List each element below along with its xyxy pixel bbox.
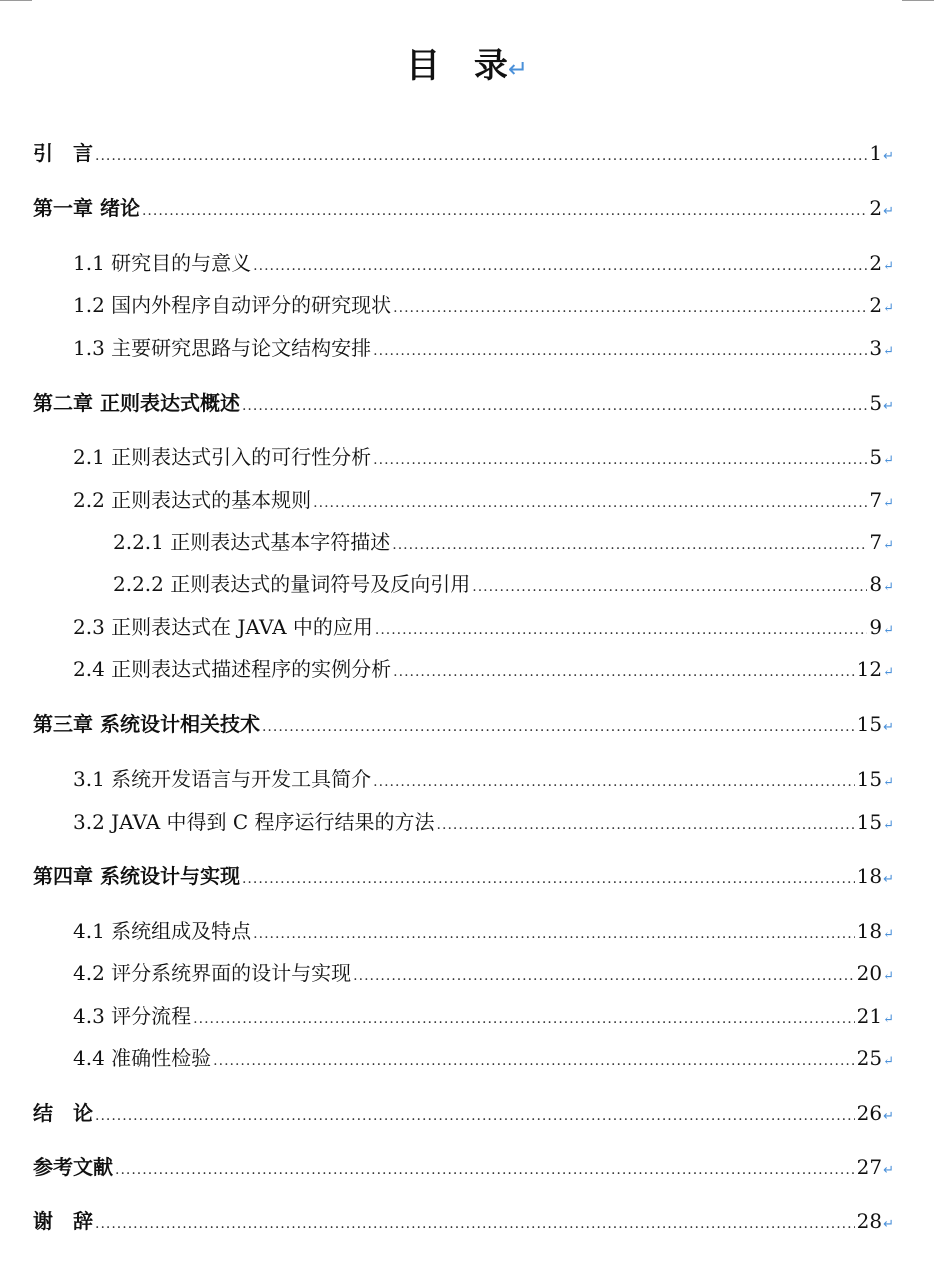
toc-entry-page: 12	[856, 657, 883, 681]
return-mark-icon: ↵	[883, 623, 894, 638]
return-mark-icon: ↵	[883, 665, 894, 680]
toc-entry-2-2[interactable]	[73, 485, 894, 515]
toc-entry-page: 15	[856, 767, 883, 791]
return-mark-icon: ↵	[883, 259, 894, 274]
toc-entry-2-4[interactable]	[73, 654, 894, 684]
return-mark-icon: ↵	[883, 1012, 894, 1027]
toc-entry-label: 3.1 系统开发语言与开发工具简介	[73, 767, 372, 791]
toc-leader-dots	[392, 530, 867, 560]
toc-entry-chapter-2[interactable]	[33, 388, 894, 418]
toc-leader-dots	[393, 293, 867, 323]
toc-entry-label: 第四章 系统设计与实现	[33, 864, 240, 888]
toc-leader-dots	[373, 445, 867, 475]
toc-leader-dots	[95, 141, 867, 171]
return-mark-icon: ↵	[883, 872, 894, 887]
toc-entry-page: 18	[856, 919, 883, 943]
toc-entry-label: 引 言	[33, 141, 93, 165]
toc-entry-1-1[interactable]	[73, 248, 894, 278]
toc-leader-dots	[193, 1004, 854, 1034]
toc-entry-label: 第二章 正则表达式概述	[33, 391, 240, 415]
toc-leader-dots	[472, 572, 867, 602]
toc-entry-page: 28	[856, 1209, 883, 1233]
return-mark-icon: ↵	[883, 453, 894, 468]
toc-entry-page: 15	[856, 810, 883, 834]
toc-entry-page: 2	[869, 251, 883, 275]
toc-entry-intro[interactable]	[33, 138, 894, 168]
toc-leader-dots	[242, 391, 867, 421]
return-mark-icon: ↵	[883, 818, 894, 833]
toc-entry-label: 3.2 JAVA 中得到 C 程序运行结果的方法	[73, 810, 435, 834]
toc-leader-dots	[213, 1046, 854, 1076]
return-mark-icon: ↵	[883, 301, 894, 316]
toc-entry-label: 4.2 评分系统界面的设计与实现	[73, 961, 352, 985]
toc-entry-page: 18	[856, 864, 883, 888]
return-mark-icon: ↵	[883, 399, 894, 414]
toc-entry-page: 21	[856, 1004, 883, 1028]
toc-leader-dots	[95, 1209, 855, 1239]
return-mark-icon: ↵	[507, 55, 529, 83]
toc-entry-page: 3	[869, 336, 883, 360]
toc-entry-label: 第三章 系统设计相关技术	[33, 712, 260, 736]
toc-leader-dots	[115, 1155, 855, 1185]
toc-entry-4-3[interactable]	[73, 1001, 894, 1031]
page-title	[0, 40, 934, 95]
toc-entry-label: 参考文献	[33, 1155, 113, 1179]
toc-leader-dots	[353, 961, 854, 991]
toc-entry-label: 2.2.1 正则表达式基本字符描述	[113, 530, 391, 554]
toc-entry-page: 26	[856, 1101, 883, 1125]
toc-entry-4-1[interactable]	[73, 916, 894, 946]
return-mark-icon: ↵	[883, 344, 894, 359]
toc-leader-dots	[313, 488, 867, 518]
toc-entry-page: 2	[869, 293, 883, 317]
toc-entry-page: 27	[856, 1155, 883, 1179]
toc-entry-label: 1.1 研究目的与意义	[73, 251, 252, 275]
toc-entry-page: 25	[856, 1046, 883, 1070]
toc-entry-label: 2.2 正则表达式的基本规则	[73, 488, 312, 512]
toc-entry-label: 第一章 绪论	[33, 196, 140, 220]
toc-entry-chapter-1[interactable]	[33, 193, 894, 223]
toc-entry-conclusion[interactable]	[33, 1098, 894, 1128]
toc-entry-label: 结 论	[33, 1101, 93, 1125]
toc-entry-references[interactable]	[33, 1152, 894, 1182]
toc-leader-dots	[95, 1101, 855, 1131]
return-mark-icon: ↵	[883, 580, 894, 595]
toc-entry-page: 7	[869, 530, 883, 554]
toc-entry-1-3[interactable]	[73, 333, 894, 363]
toc-entry-4-4[interactable]	[73, 1043, 894, 1073]
return-mark-icon: ↵	[883, 149, 894, 164]
return-mark-icon: ↵	[883, 969, 894, 984]
toc-entry-label: 4.3 评分流程	[73, 1004, 192, 1028]
toc-leader-dots	[393, 657, 854, 687]
return-mark-icon: ↵	[883, 1163, 894, 1178]
crop-mark-right	[902, 0, 934, 1]
toc-entry-3-1[interactable]	[73, 764, 894, 794]
toc-entry-3-2[interactable]	[73, 807, 894, 837]
toc-entry-4-2[interactable]	[73, 958, 894, 988]
toc-leader-dots	[253, 251, 867, 281]
toc-entry-label: 4.1 系统组成及特点	[73, 919, 252, 943]
toc-leader-dots	[373, 767, 854, 797]
toc-entry-1-2[interactable]	[73, 290, 894, 320]
toc-entry-label: 2.4 正则表达式描述程序的实例分析	[73, 657, 392, 681]
return-mark-icon: ↵	[883, 1054, 894, 1069]
toc-entry-page: 15	[856, 712, 883, 736]
return-mark-icon: ↵	[883, 927, 894, 942]
toc-entry-label: 2.1 正则表达式引入的可行性分析	[73, 445, 372, 469]
return-mark-icon: ↵	[883, 1217, 894, 1232]
toc-entry-label: 1.2 国内外程序自动评分的研究现状	[73, 293, 392, 317]
toc-entry-label: 谢 辞	[33, 1209, 93, 1233]
toc-entry-chapter-4[interactable]	[33, 861, 894, 891]
toc-entry-label: 2.3 正则表达式在 JAVA 中的应用	[73, 615, 373, 639]
toc-entry-page: 1	[869, 141, 883, 165]
toc-leader-dots	[262, 712, 855, 742]
toc-leader-dots	[242, 864, 855, 894]
return-mark-icon: ↵	[883, 1109, 894, 1124]
toc-entry-2-2-2[interactable]	[113, 569, 894, 599]
return-mark-icon: ↵	[883, 538, 894, 553]
toc-entry-label: 4.4 准确性检验	[73, 1046, 212, 1070]
toc-entry-label: 2.2.2 正则表达式的量词符号及反向引用	[113, 572, 471, 596]
toc-leader-dots	[373, 336, 867, 366]
return-mark-icon: ↵	[883, 775, 894, 790]
return-mark-icon: ↵	[883, 496, 894, 511]
crop-mark-left	[0, 0, 32, 1]
toc-entry-page: 5	[869, 445, 883, 469]
toc-entry-page: 2	[869, 196, 883, 220]
toc-leader-dots	[375, 615, 867, 645]
toc-entry-acknowledgements[interactable]	[33, 1206, 894, 1236]
toc-entry-page: 7	[869, 488, 883, 512]
toc-entry-label: 1.3 主要研究思路与论文结构安排	[73, 336, 372, 360]
toc-entry-page: 5	[869, 391, 883, 415]
toc-entry-page: 8	[869, 572, 883, 596]
toc-entry-2-1[interactable]	[73, 442, 894, 472]
toc-leader-dots	[142, 196, 867, 226]
toc-entry-2-2-1[interactable]	[113, 527, 894, 557]
toc-entry-2-3[interactable]	[73, 612, 894, 642]
toc-leader-dots	[253, 919, 854, 949]
return-mark-icon: ↵	[883, 720, 894, 735]
toc-entry-page: 20	[856, 961, 883, 985]
toc-leader-dots	[437, 810, 855, 840]
page-title-text: 目 录	[405, 46, 508, 86]
toc-entry-page: 9	[869, 615, 883, 639]
toc-entry-chapter-3[interactable]	[33, 709, 894, 739]
return-mark-icon: ↵	[883, 204, 894, 219]
